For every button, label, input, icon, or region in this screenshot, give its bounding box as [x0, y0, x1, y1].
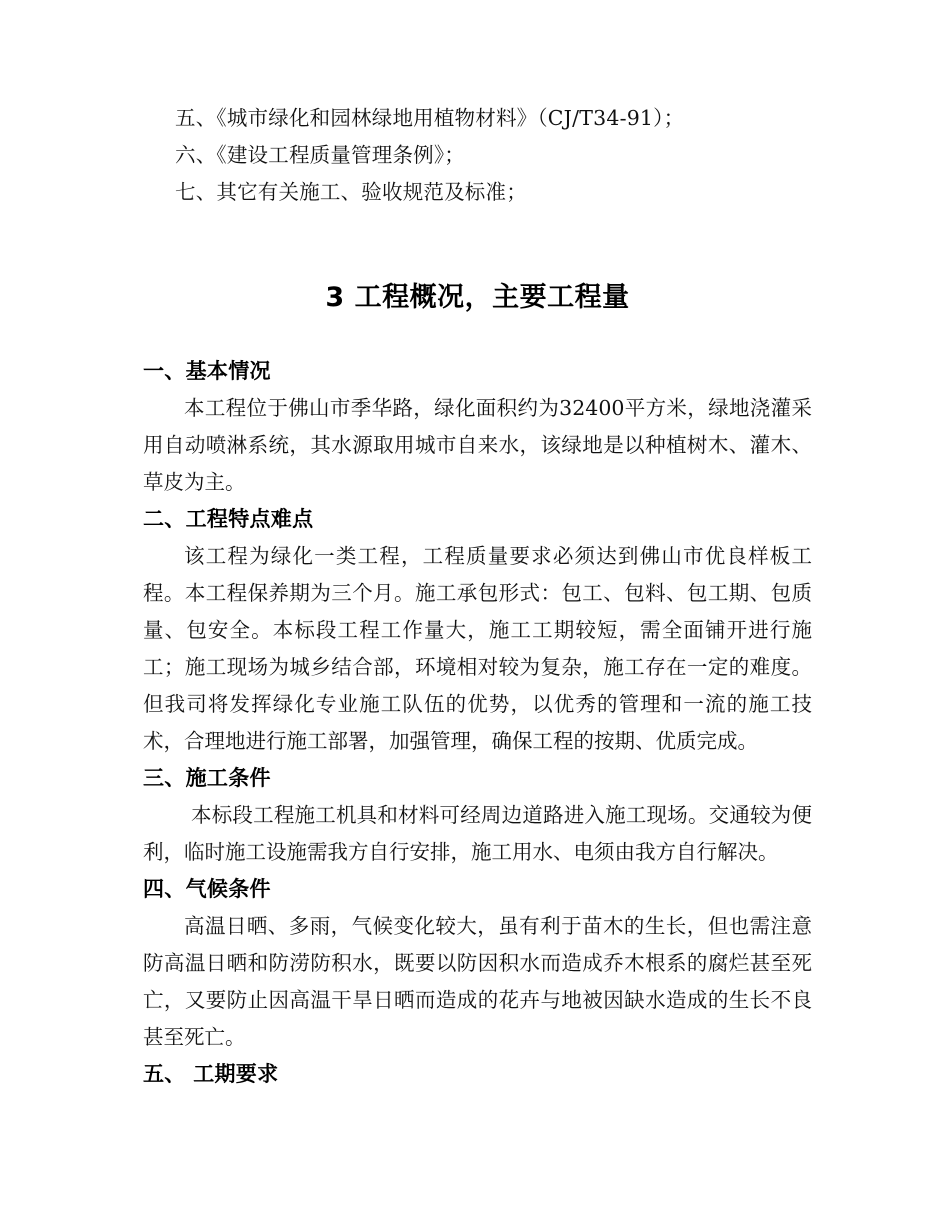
list-item: 七、其它有关施工、验收规范及标准；	[175, 180, 527, 204]
list-item: 五、《城市绿化和园林绿地用植物材料》（CJ/T34-91）；	[175, 106, 685, 130]
section-paragraph: 本标段工程施工机具和材料可经周边道路进入施工现场。交通较为便利，临时施工设施需我方自行安排，施工用水、电须由我方自行解决。	[143, 803, 812, 864]
section-heading-construction-conditions: 三、施工条件	[143, 766, 271, 790]
section-paragraph: 高温日晒、多雨，气候变化较大，虽有利于苗木的生长，但也需注意防高温日晒和防涝防积水，既要以防因积水而造成乔木根系的腐烂甚至死亡，又要防止因高温干旱日晒而造成的花卉与地被因缺水造成的生长不良甚至死亡。	[143, 914, 812, 1049]
title-bottom-spacer	[143, 315, 812, 353]
section-heading-basic-info: 一、基本情况	[143, 359, 271, 383]
title-top-spacer	[143, 211, 812, 281]
top-margin-spacer	[143, 0, 812, 100]
page-content-column	[143, 0, 812, 1093]
section-heading-schedule-requirements: 五、 工期要求	[143, 1062, 279, 1086]
section-paragraph: 本工程位于佛山市季华路，绿化面积约为32400平方米，绿地浇灌采用自动喷淋系统，其水源取用城市自来水，该绿地是以种植树木、灌木、草皮为主。	[143, 396, 812, 494]
reference-standards-list	[143, 100, 812, 211]
section-heading-project-features: 二、工程特点难点	[143, 507, 314, 531]
chapter-title: 3 工程概况，主要工程量	[325, 282, 630, 313]
section-paragraph: 该工程为绿化一类工程，工程质量要求必须达到佛山市优良样板工程。本工程保养期为三个月。施工承包形式：包工、包料、包工期、包质量、包安全。本标段工程工作量大，施工工期较短，需全面铺开进行施工；施工现场为城乡结合部，环境相对较为复杂，施工存在一定的难度。但我司将发挥绿化专业施工队伍的优势，以优秀的管理和一流的施工技术，合理地进行施工部署，加强管理，确保工程的按期、优质完成。	[143, 544, 812, 753]
section-heading-climate-conditions: 四、气候条件	[143, 877, 271, 901]
list-item: 六、《建设工程质量管理条例》；	[175, 143, 465, 167]
